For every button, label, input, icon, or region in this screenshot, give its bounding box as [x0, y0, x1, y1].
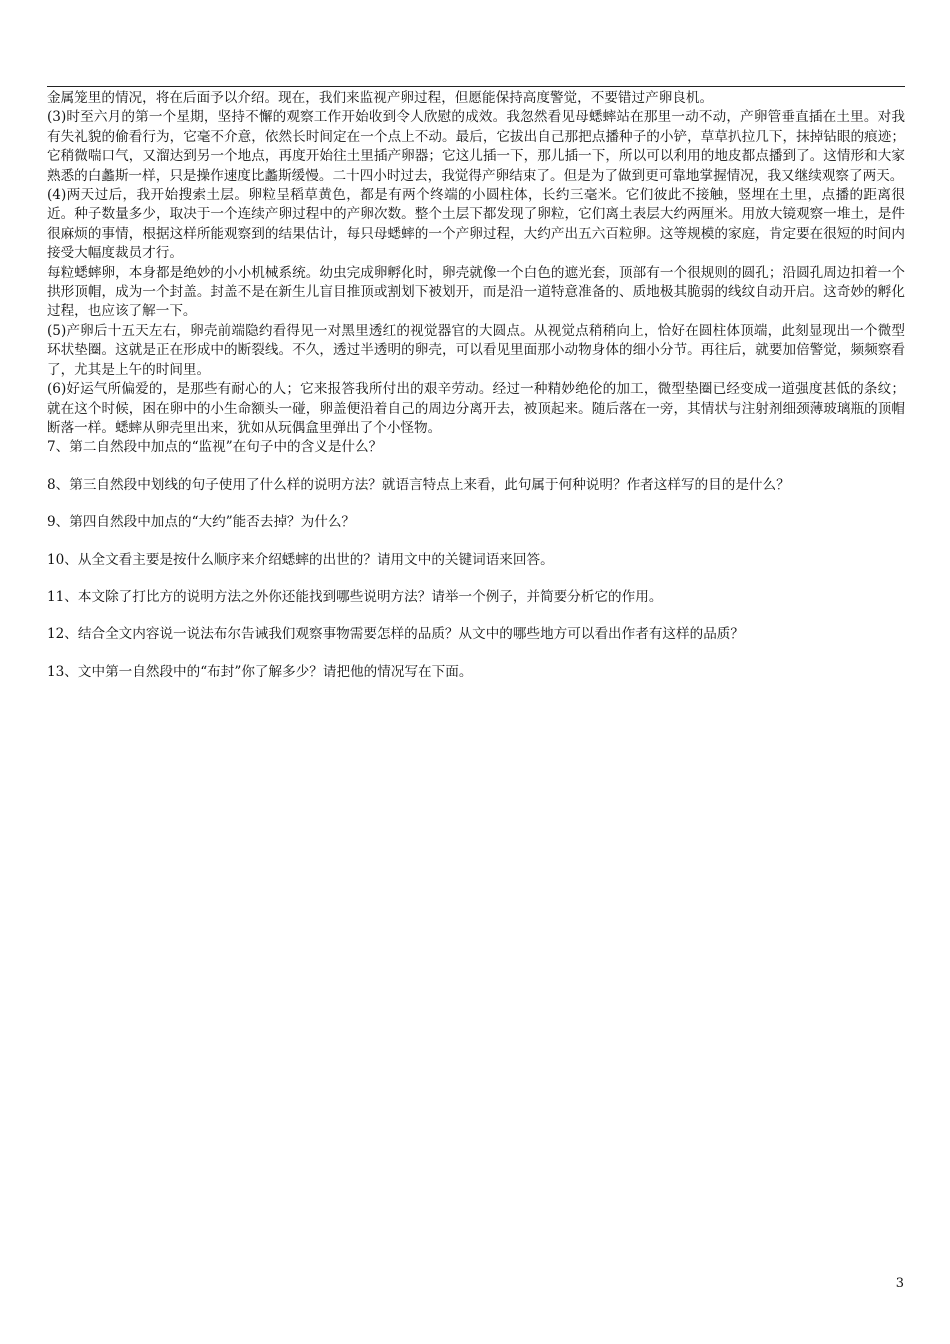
question-11: 11、本文除了打比方的说明方法之外你还能找到哪些说明方法？请举一个例子，并简要分析它的作用。 [47, 588, 663, 605]
passage-paragraph-1: 金属笼里的情况，将在后面予以介绍。现在，我们来监视产卵过程，但愿能保持高度警觉，不要错过产卵良机。 [47, 90, 714, 106]
question-10: 10、从全文看主要是按什么顺序来介绍蟋蟀的出世的？请用文中的关键词语来回答。 [47, 551, 554, 568]
page-number: 3 [895, 1276, 904, 1291]
document-body [47, 89, 905, 682]
answer-space-10 [47, 570, 905, 588]
question-12: 12、结合全文内容说一说法布尔告诫我们观察事物需要怎样的品质？从文中的哪些地方可以看出作者有这样的品质？ [47, 626, 744, 643]
answer-space-11 [47, 607, 905, 625]
question-9: 9、第四自然段中加点的“大约”能否去掉？为什么？ [47, 514, 356, 531]
answer-space-8 [47, 495, 905, 513]
header-rule [47, 86, 905, 87]
passage-paragraph-5: (5)产卵后十五天左右，卵壳前端隐约看得见一对黑里透红的视觉器官的大圆点。从视觉点稍稍向上，恰好在圆柱体顶端，此刻显现出一个微型环状垫圈。这就是正在形成中的断裂线。不久，透过半透明的卵壳，可以看见里面那小动物身体的细小分节。再往后，就要加倍警觉，频频察看了，尤其是上午的时间里。 [47, 322, 905, 378]
question-7: 7、第二自然段中加点的“监视”在句子中的含义是什么？ [47, 439, 383, 456]
answer-space-9 [47, 533, 905, 551]
passage-paragraph-4: (4)两天过后，我开始搜索土层。卵粒呈稻草黄色，都是有两个终端的小圆柱体，长约三毫米。它们彼此不接触，竖埋在土里，点播的距离很近。种子数量多少，取决于一个连续产卵过程中的产卵次数。整个土层下都发现了卵粒，它们离土表层大约两厘米。用放大镜观察一堆土，是件很麻烦的事情，根据这样所能观察到的结果估计，每只母蟋蟀的一个产卵过程，大约产出五六百粒卵。这等规模的家庭，肯定要在很短的时间内接受大幅度裁员才行。 [47, 187, 905, 262]
question-13: 13、文中第一自然段中的“布封”你了解多少？请把他的情况写在下面。 [47, 663, 473, 680]
passage-paragraph-4-continued: 每粒蟋蟀卵，本身都是绝妙的小小机械系统。幼虫完成卵孵化时，卵壳就像一个白色的遮光套，顶部有一个很规则的圆孔；沿圆孔周边扣着一个拱形顶帽，成为一个封盖。封盖不是在新生儿盲目推顶或割划下被划开，而是沿一道特意准备的、质地极其脆弱的线纹自动开启。这奇妙的孵化过程，也应该了解一下。 [47, 264, 905, 320]
passage-paragraph-3: (3)时至六月的第一个星期，坚持不懈的观察工作开始收到令人欣慰的成效。我忽然看见母蟋蟀站在那里一动不动，产卵管垂直插在土里。对我有失礼貌的偷看行为，它毫不介意，依然长时间定在一个点上不动。最后，它拔出自己那把点播种子的小铲，草草扒拉几下，抹掉钻眼的痕迹；它稍微喘口气，又溜达到另一个地点，再度开始往土里插产卵器；它这儿插一下，那儿插一下，所以可以利用的地皮都点播到了。这情形和大家熟悉的白蠡斯一样，只是操作速度比蠡斯缓慢。二十四小时过去，我觉得产卵结束了。但是为了做到更可靠地掌握情况，我又继续观察了两天。 [47, 109, 905, 184]
question-8: 8、第三自然段中划线的句子使用了什么样的说明方法？就语言特点上来看，此句属于何种说明？作者这样写的目的是什么？ [47, 476, 790, 493]
answer-space-7 [47, 458, 905, 476]
answer-space-12 [47, 645, 905, 663]
passage-paragraph-6: (6)好运气所偏爱的，是那些有耐心的人；它来报答我所付出的艰辛劳动。经过一种精妙绝伦的加工，微型垫圈已经变成一道强度甚低的条纹；就在这个时候，困在卵中的小生命额头一碰，卵盖便沿着自己的周边分离开去，被顶起来。随后落在一旁，其情状与注射剂细颈薄玻璃瓶的顶帽断落一样。蟋蟀从卵壳里出来，犹如从玩偶盒里弹出了个小怪物。 [47, 381, 905, 436]
